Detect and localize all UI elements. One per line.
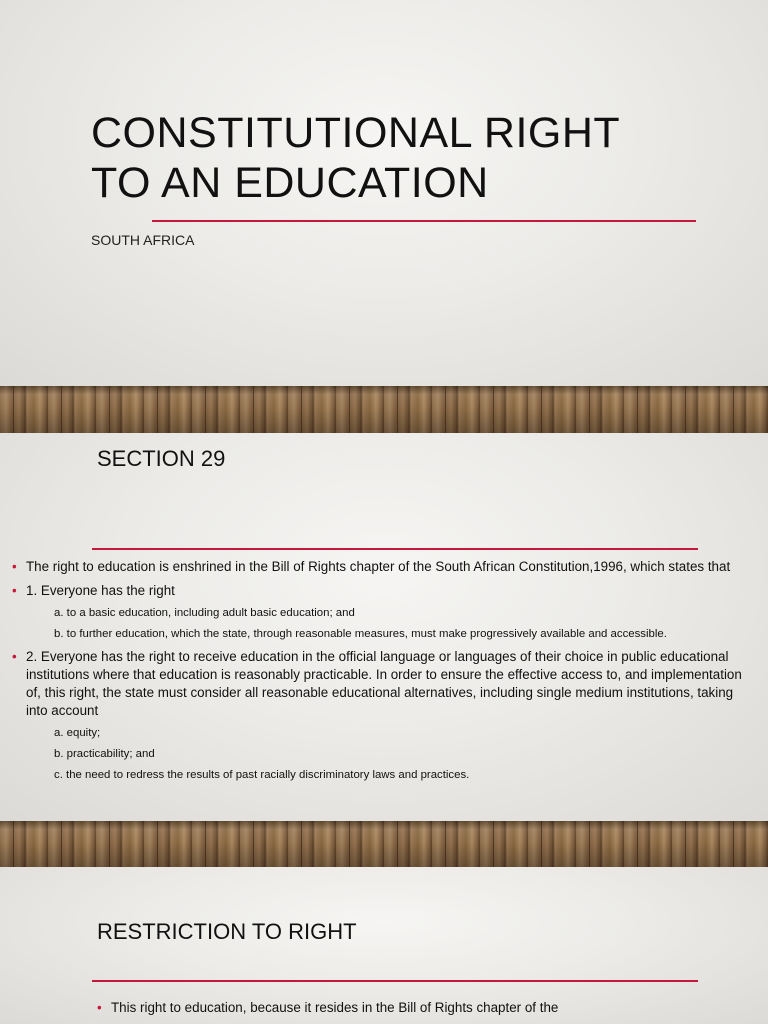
slide-title-heading [91, 108, 620, 208]
bullet-text: This right to education, because it resides in the Bill of Rights chapter of the [111, 1000, 559, 1015]
slide-subtitle: SOUTH AFRICA [91, 232, 195, 248]
sub-item: b. to further education, which the state, through reasonable measures, must make progressively available and accessible. [54, 628, 667, 640]
title-divider [152, 220, 696, 222]
bullet-list [97, 999, 737, 1023]
wood-floor-divider [0, 386, 768, 433]
section-divider [92, 548, 698, 550]
sub-item: b. practicability; and [54, 748, 155, 760]
restriction-divider [92, 980, 698, 982]
restriction-heading: RESTRICTION TO RIGHT [97, 919, 357, 944]
bullet-dot: • [97, 1000, 102, 1015]
bullet-list [12, 558, 754, 789]
bullet-item [12, 558, 754, 576]
bullet-dot: • [12, 559, 17, 574]
wood-floor-divider [0, 821, 768, 867]
bullet-dot: • [12, 649, 17, 664]
bullet-dot: • [12, 583, 17, 598]
slide-title [0, 0, 768, 386]
bullet-text: 2. Everyone has the right to receive education in the official language or languages of their choice in public educational institutions where that education is reasonably practicable. In order to ensure the effective access to, and implementation of, this right, the state must consider all reasonable educational alternatives, including single medium institutions, taking into account [26, 649, 742, 718]
sub-item: a. equity; [54, 727, 101, 739]
bullet-text: The right to education is enshrined in the Bill of Rights chapter of the South African Constitution,1996, which states that [26, 559, 731, 574]
section-heading: SECTION 29 [97, 446, 226, 471]
sub-item: a. to a basic education, including adult basic education; and [54, 607, 355, 619]
bullet-item [97, 999, 737, 1017]
title-line-2: TO AN EDUCATION [91, 159, 489, 207]
slide-section-29 [0, 433, 768, 821]
sub-item: c. the need to redress the results of past racially discriminatory laws and practices. [54, 769, 470, 781]
bullet-item [12, 582, 754, 641]
slide-restriction [0, 867, 768, 1024]
title-line-1: CONSTITUTIONAL RIGHT [91, 109, 621, 157]
bullet-text: 1. Everyone has the right [26, 583, 175, 598]
bullet-item [12, 648, 754, 782]
